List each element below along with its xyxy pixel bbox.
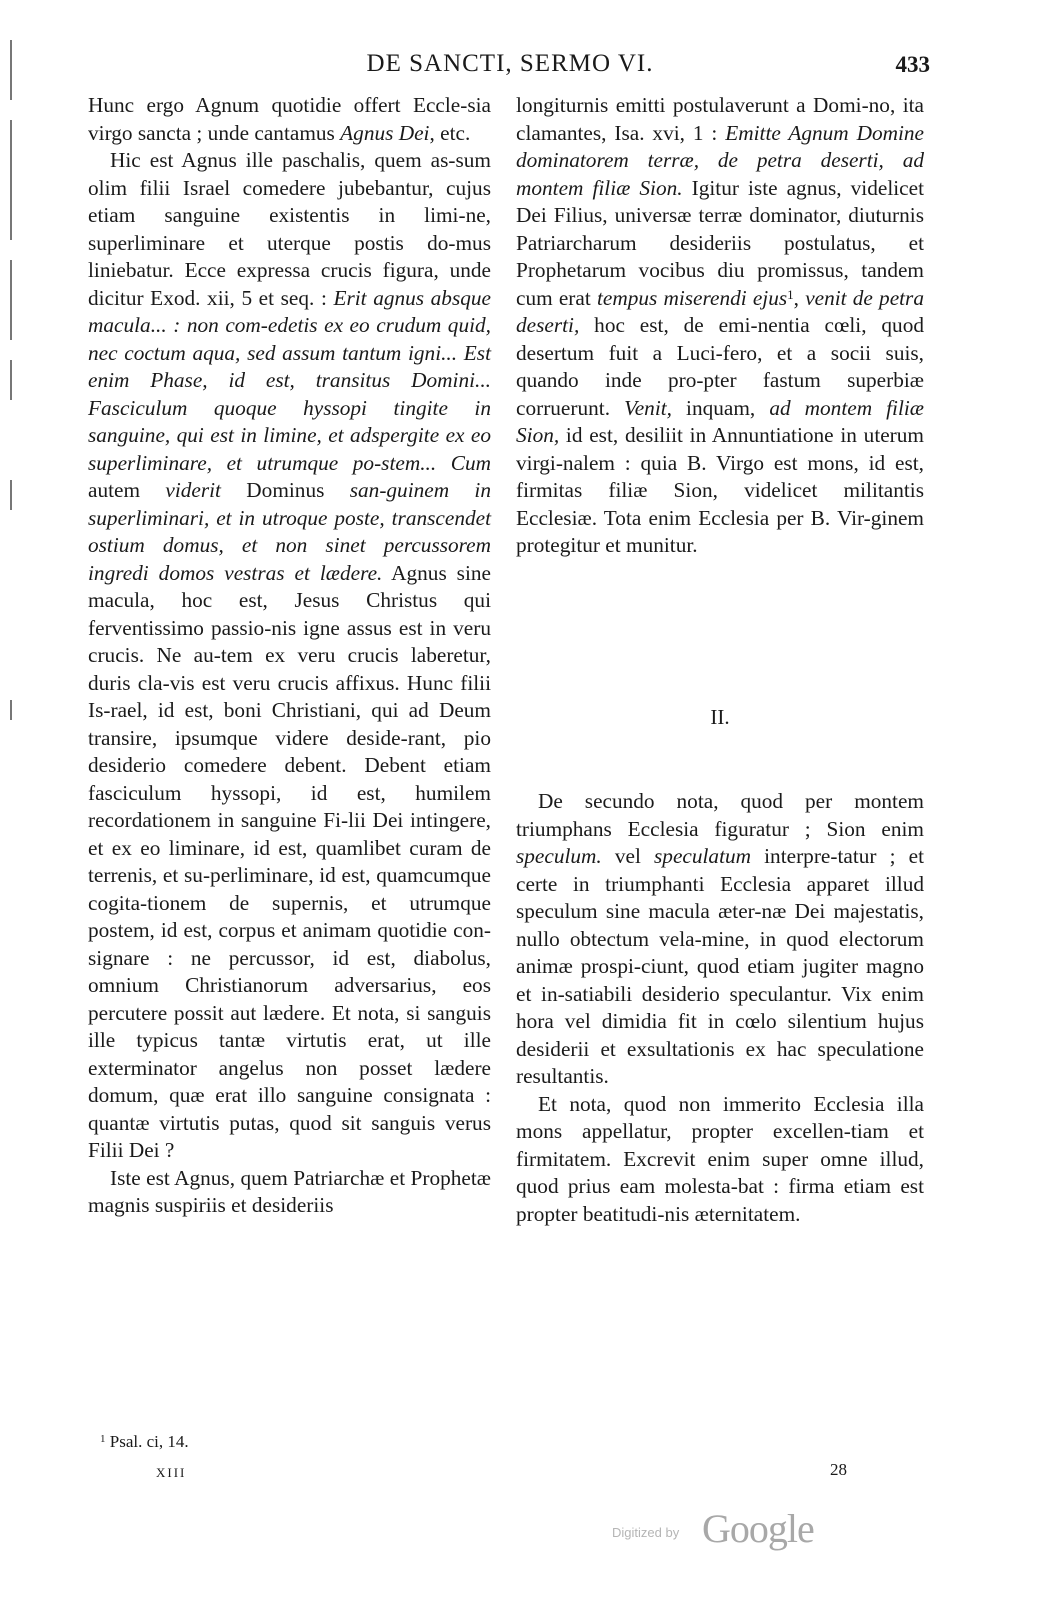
running-title: DE SANCTI, SERMO VI. [366,50,654,77]
paragraph: Et nota, quod non immerito Ecclesia illa mons appellatur, propter excellen-tiam et firmitatem. Excrevit enim super omne illud, quod prius eam molesta-bat : firma etiam est propter beatitudi-nis æternitatem. [516,1091,924,1226]
paragraph: Hunc ergo Agnum quotidie offert Eccle-sia virgo sancta ; unde cantamus Agnus Dei, etc. [88,93,491,145]
page-number: 433 [895,52,930,77]
paragraph: Iste est Agnus, quem Patriarchæ et Prophetæ magnis suspiriis et desideriis [88,1165,491,1217]
left-column [88,92,491,1220]
right-column-top [516,92,924,560]
paragraph: longiturnis emitti postulaverunt a Domi-no, ita clamantes, Isa. xvi, 1 : Emitte Agnum Domine dominatorem terræ, de petra deserti, ad montem filiæ Sion. Igitur iste agnus, videlicet Dei Filius, universæ terræ dominator, diuturnis Patriarcharum desideriis postulatus, et Prophetarum vocibus diu promissus, tandem cum erat tempus miserendi ejus$^1$, venit de petra deserti, hoc est, de emi-nentia cœli, quod desertum fuit a Luci-fero, et a socii suis, quando inde pro-pter fastum superbiæ corruerunt. Venit, inquam, ad montem filiæ Sion, id est, desiliit in Annuntiatione in uterum virgi-nalem : quia B. Virgo est mons, id est, firmitas filiæ Sion, videlicet militantis Ecclesiæ. Tota enim Ecclesia per B. Vir-ginem protegitur et munitur. [516,93,925,557]
footnote-text: Psal. ci, 14. [109,1432,189,1451]
footnote [100,1432,189,1452]
google-logo: Google [702,1506,814,1551]
digitized-by-text: Digitized by [612,1525,680,1540]
running-head [90,50,930,86]
right-column-bottom [516,788,924,1228]
digitized-watermark [612,1505,832,1549]
paragraph: Hic est Agnus ille paschalis, quem as-sum olim filii Israel comedere jubebantur, cujus etiam sanguine existentis in limi-ne, superliminare et uterque postis do-mus liniebatur. Ecce expressa crucis figura, unde dicitur Exod. xii, 5 et seq. : Erit agnus absque macula... : non com-edetis ex eo crudum quid, nec coctum aqua, sed assum tantum igni... Est enim Phase, id est, transitus Domini... Fasciculum quoque hyssopi tingite in sanguine, qui est in limine, et adspergite ex eo superliminare, et utrumque po-stem... Cum autem viderit Dominus san-guinem in superliminari, et in utroque poste, transcendet ostium domus, et non sinet percussorem ingredi domos vestras et lædere. Agnus sine macula, hoc est, Jesus Christus qui ferventissimo passio-nis igne assus est in veru crucis. Ne au-tem ex veru crucis laberetur, duris cla-vis est veru crucis affixus. Hunc filii Is-rael, id est, boni Christiani, qui ad Deum transire, ipsumque videre deside-rant, pio desiderio comedere debent. Debent etiam fasciculum hyssopi, id est, humilem recordationem in sanguine Fi-lii Dei intingere, et ex eo liminare, id est, quamlibet curam de terrenis, et su-perliminare, id est, quamcumque cogita-tionem de supernis, et utrumque postem, id est, corpus et animam quotidie con-signare : ne percussor, id est, diabolus, omnium Christianorum adversarius, eos percutere possit aut lædere. Et nota, si sanguis ille typicus tantæ virtutis erat, ut ille exterminator angelus non posset lædere domum, quæ erat illo sanguine consignata : quantæ virtutis putas, quod sit sanguis verus Filii Dei ? [88,148,491,1162]
scan-edge-marks [4,20,18,780]
gathering-number: 28 [830,1460,847,1479]
signature-mark: XIII [156,1465,187,1480]
footnote-marker: 1 [100,1433,106,1445]
paragraph: De secundo nota, quod per montem triumphans Ecclesia figuratur ; Sion enim speculum. vel speculatum interpre-tatur ; et certe in triumphanti Ecclesia apparet illud speculum sine macula æter-næ Dei majestatis, nullo obtectum vela-mine, in quod electorum animæ prospi-ciunt, quod etiam jugiter magno et in-satiabili desiderio speculantur. Vix enim hora vel dimidia fit in cœlo silentium hujus desiderii et exsultationis ex hac speculatione resultantis. [516,789,924,1088]
section-heading: II. [710,705,730,729]
